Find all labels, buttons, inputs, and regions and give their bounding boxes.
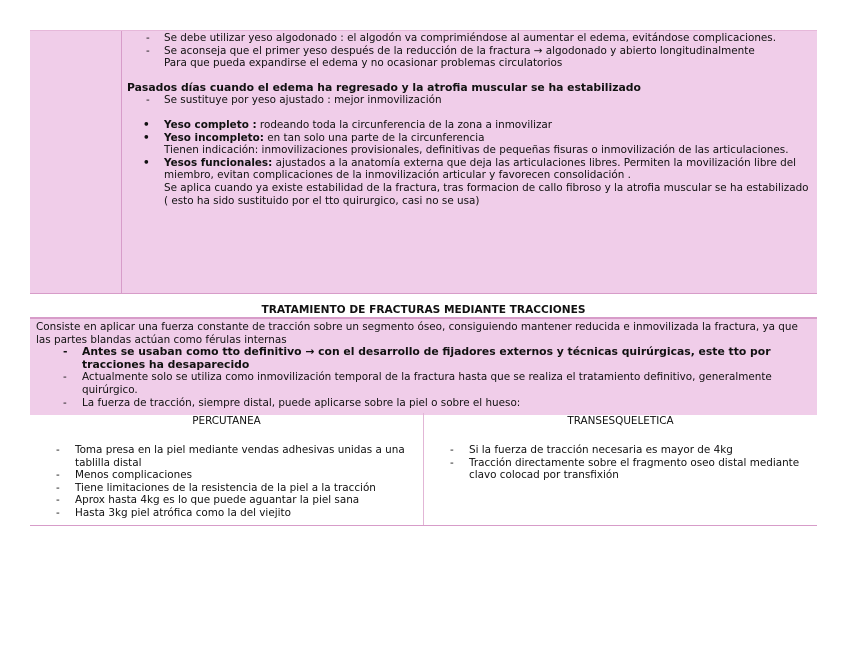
list-item: - Hasta 3kg piel atrófica como la del viejito [34,507,420,520]
column-divider [423,413,424,525]
section-title: TRATAMIENTO DE FRACTURAS MEDIANTE TRACCIONES [261,304,586,316]
list-item: - Tiene limitaciones de la resistencia de la piel a la tracción [34,482,420,495]
percutanea-list [34,444,420,520]
list-item: - Se debe utilizar yeso algodonado : el algodón va comprimiéndose al aumentar el edema, evitándose complicaciones. [127,32,811,45]
yeso-table [30,30,817,294]
list-item: - Se aconseja que el primer yeso después de la reducción de la fractura → algodonado y abierto longitudinalmente [127,45,811,58]
section-heading: Pasados días cuando el edema ha regresado y la atrofia muscular se ha estabilizado [127,80,641,94]
bullet-term: Yesos funcionales: [164,156,273,169]
list-item: - Toma presa en la piel mediante vendas adhesivas unidas a una tablilla distal [34,444,420,469]
transesqueletica-list [428,444,814,482]
list-item: - Antes se usaban como tto definitivo → con el desarrollo de fijadores externos y técnicas quirúrgicas, este tto por tracciones ha desaparecido [36,346,812,371]
bullet-item [127,119,811,132]
list-item: - La fuerza de tracción, siempre distal, puede aplicarse sobre la piel o sobre el hueso: [36,397,812,410]
yeso-table-label-cell [30,31,122,293]
list-item: - Tracción directamente sobre el fragmento oseo distal mediante clavo colocad por transfixión [428,457,814,482]
traction-content [36,321,812,409]
column-header-transesqueletica: TRANSESQUELETICA [567,415,674,427]
yeso-table-content [127,32,811,207]
comparison-table [30,413,817,526]
note-text: Tienen indicación: inmovilizaciones provisionales, definitivas de pequeñas fisuras o inmovilización de las articulaciones. [164,144,789,157]
bullet-text: en tan solo una parte de la circunferencia [263,131,485,144]
list-item: - Aprox hasta 4kg es lo que puede aguantar la piel sana [34,494,420,507]
column-header-percutanea: PERCUTANEA [192,415,261,427]
note-text: Para que pueda expandirse el edema y no ocasionar problemas circulatorios [164,57,563,70]
bullet-item [127,132,811,145]
bullet-item [127,157,811,182]
bullet-text: rodeando toda la circunferencia de la zona a inmovilizar [256,118,553,131]
list-item: - Si la fuerza de tracción necesaria es mayor de 4kg [428,444,814,457]
note-text: Se aplica cuando ya existe estabilidad de la fractura, tras formacion de callo fibroso y la atrofia muscular se ha estabilizado [164,181,809,194]
note-text: ( esto ha sido sustituido por el tto quirurgico, casi no se usa) [164,194,480,207]
bullet-term: Yeso completo : [164,118,257,131]
list-item: - Menos complicaciones [34,469,420,482]
bullet-term: Yeso incompleto: [164,131,264,144]
intro-text: Consiste en aplicar una fuerza constante de tracción sobre un segmento óseo, consiguiendo mantener reducida e inmovilizada la fractura, ya que las partes blandas actúan como férulas internas [36,321,798,346]
list-item: - Actualmente solo se utiliza como inmovilización temporal de la fractura hasta que se realiza el tratamiento definitivo, generalmente quirúrgico. [36,371,812,396]
traction-table [30,317,817,415]
list-item: - Se sustituye por yeso ajustado : mejor inmovilización [127,94,811,107]
bullet-text: ajustados a la anatomía externa que deja las articulaciones libres. Permiten la movilización libre del miembro, evitan complicaciones de la inmovilización articular y favorecen consolidación . [164,156,797,182]
